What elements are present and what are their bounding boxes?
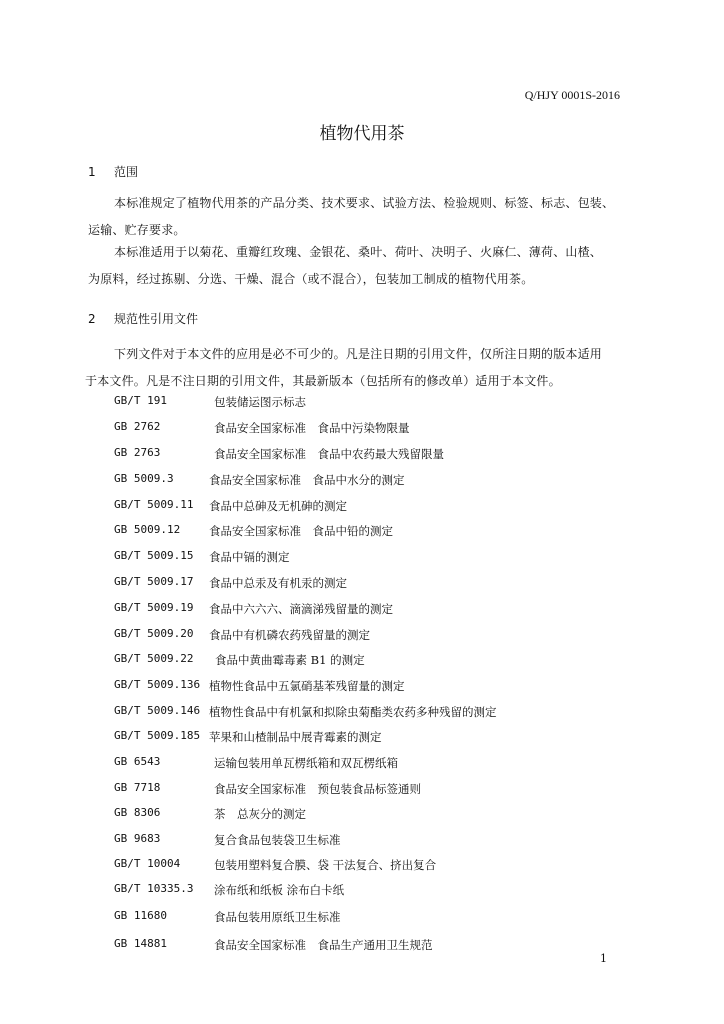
reference-name: 食品安全国家标准 食品中水分的测定: [209, 473, 405, 487]
section-number: 1: [88, 165, 96, 179]
section-title: 范围: [114, 165, 139, 179]
reference-code: GB 14881: [114, 937, 167, 950]
reference-name: 食品安全国家标准 食品中铅的测定: [209, 524, 393, 538]
section-heading-normative-references: [88, 310, 198, 327]
scope-paragraph-2: [88, 239, 628, 293]
reference-name: 苹果和山楂制品中展青霉素的测定: [209, 730, 382, 744]
reference-code: GB/T 5009.19: [114, 601, 194, 614]
reference-name: 食品中有机磷农药残留量的测定: [209, 628, 370, 642]
scope-paragraph-1: [88, 190, 628, 244]
reference-name: 食品包装用原纸卫生标准: [214, 910, 341, 924]
document-title: 植物代用茶: [319, 124, 405, 144]
reference-name: 包装用塑料复合膜、袋 干法复合、挤出复合: [214, 858, 437, 872]
paragraph-line: 下列文件对于本文件的应用是必不可少的。凡是注日期的引用文件，仅所注日期的版本适用: [114, 347, 603, 361]
reference-code: GB 2763: [114, 446, 161, 459]
paragraph-line: 为原料，经过拣剔、分选、干燥、混合（或不混合），包装加工制成的植物代用茶。: [88, 272, 534, 286]
reference-name: 食品安全国家标准 预包装食品标签通则: [214, 782, 421, 796]
paragraph-line: 运输、贮存要求。: [88, 223, 186, 237]
reference-name: 包装储运图示标志: [214, 395, 306, 409]
reference-code: GB 7718: [114, 781, 161, 794]
reference-name: 食品中六六六、滴滴涕残留量的测定: [209, 602, 393, 616]
paragraph-line: 本标准规定了植物代用茶的产品分类、技术要求、试验方法、检验规则、标签、标志、包装、: [114, 196, 615, 210]
reference-name: 食品中总汞及有机汞的测定: [209, 576, 347, 590]
reference-code: GB/T 5009.22: [114, 652, 194, 665]
reference-code: GB/T 10335.3: [114, 882, 194, 895]
reference-name: 植物性食品中五氯硝基苯残留量的测定: [209, 679, 405, 693]
reference-name: 食品安全国家标准 食品中农药最大残留限量: [214, 447, 444, 461]
reference-name: 涂布纸和纸板 涂布白卡纸: [214, 883, 345, 897]
reference-code: GB 5009.3: [114, 472, 174, 485]
reference-code: GB/T 5009.20: [114, 627, 194, 640]
reference-code: GB/T 5009.136: [114, 678, 201, 691]
reference-code: GB 9683: [114, 832, 161, 845]
reference-code: GB/T 10004: [114, 857, 181, 870]
reference-code: GB 2762: [114, 420, 161, 433]
reference-name: 茶 总灰分的测定: [214, 807, 306, 821]
reference-code: GB/T 5009.146: [114, 704, 201, 717]
reference-code: GB 8306: [114, 806, 161, 819]
reference-name: 食品中镉的测定: [209, 550, 290, 564]
reference-name: 食品中黄曲霉毒素 B1 的测定: [215, 653, 365, 667]
reference-code: GB/T 191: [114, 394, 167, 407]
reference-name: 植物性食品中有机氯和拟除虫菊酯类农药多种残留的测定: [209, 705, 497, 719]
references-intro-paragraph: [85, 341, 628, 395]
reference-name: 食品安全国家标准 食品生产通用卫生规范: [214, 938, 433, 952]
paragraph-line: 于本文件。凡是不注日期的引用文件，其最新版本（包括所有的修改单）适用于本文件。: [85, 374, 561, 388]
reference-name: 食品中总砷及无机砷的测定: [209, 499, 347, 513]
reference-name: 运输包装用单瓦楞纸箱和双瓦楞纸箱: [214, 756, 398, 770]
reference-code: GB/T 5009.11: [114, 498, 194, 511]
reference-code: GB 6543: [114, 755, 161, 768]
reference-code: GB/T 5009.185: [114, 729, 201, 742]
reference-name: 复合食品包装袋卫生标准: [214, 833, 341, 847]
reference-name: 食品安全国家标准 食品中污染物限量: [214, 421, 410, 435]
section-number: 2: [88, 312, 96, 326]
reference-code: GB/T 5009.17: [114, 575, 194, 588]
reference-code: GB 5009.12: [114, 523, 181, 536]
reference-code: GB/T 5009.15: [114, 549, 194, 562]
section-heading-scope: [88, 163, 138, 180]
standard-code: Q/HJY 0001S-2016: [524, 88, 620, 102]
reference-code: GB 11680: [114, 909, 167, 922]
page-number: 1: [600, 952, 607, 965]
section-title: 规范性引用文件: [114, 312, 199, 326]
paragraph-line: 本标准适用于以菊花、重瓣红玫瑰、金银花、桑叶、荷叶、决明子、火麻仁、薄荷、山楂、: [114, 245, 603, 259]
